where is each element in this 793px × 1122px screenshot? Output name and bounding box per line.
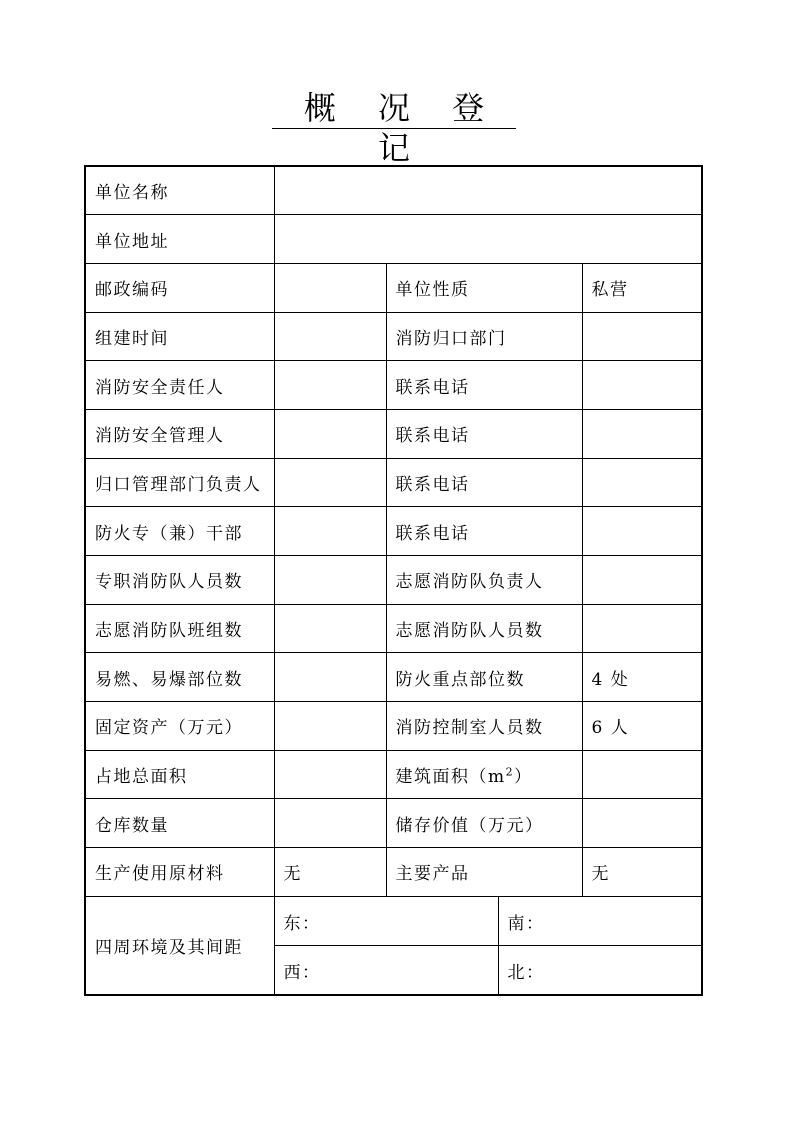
field-label: 防火专（兼）干部 [85,507,274,556]
field-value[interactable] [582,507,702,556]
field-label: 仓库数量 [85,799,274,848]
field-label: 联系电话 [386,409,582,458]
field-label: 联系电话 [386,361,582,410]
field-value[interactable] [582,750,702,799]
field-value[interactable] [274,799,386,848]
field-label: 易燃、易爆部位数 [85,653,274,702]
field-value[interactable] [582,409,702,458]
table-row [85,896,702,946]
field-value[interactable] [274,312,386,361]
table-row [85,653,702,702]
field-label: 消防安全责任人 [85,361,274,410]
field-value[interactable] [582,604,702,653]
table-row [85,215,702,264]
field-label: 志愿消防队人员数 [386,604,582,653]
table-row [85,409,702,458]
field-value[interactable] [274,750,386,799]
field-label: 消防安全管理人 [85,409,274,458]
title-underline [272,88,516,167]
field-value[interactable] [274,263,386,312]
field-value[interactable]: 6 人 [582,702,702,751]
field-label: 联系电话 [386,507,582,556]
field-label-unit-address: 单位地址 [85,215,274,264]
field-label: 专职消防队人员数 [85,556,274,605]
table-row [85,848,702,897]
field-value[interactable] [274,507,386,556]
field-west[interactable]: 西： [274,946,498,996]
field-south[interactable]: 南： [498,896,702,946]
table-row [85,361,702,410]
field-label-building-area [386,750,582,799]
field-label: 组建时间 [85,312,274,361]
field-value[interactable] [582,799,702,848]
building-area-suffix: ） [514,767,533,788]
table-row [85,750,702,799]
field-value[interactable] [274,361,386,410]
field-east[interactable]: 东： [274,896,498,946]
field-label: 单位性质 [386,263,582,312]
field-value[interactable] [582,556,702,605]
table-row [85,166,702,215]
field-label: 联系电话 [386,458,582,507]
field-value[interactable] [582,361,702,410]
field-value[interactable]: 私营 [582,263,702,312]
field-value[interactable] [274,458,386,507]
field-value[interactable] [582,458,702,507]
table-row [85,458,702,507]
field-label: 志愿消防队班组数 [85,604,274,653]
field-value[interactable]: 无 [582,848,702,897]
field-value[interactable] [274,653,386,702]
field-label: 归口管理部门负责人 [85,458,274,507]
field-value[interactable] [274,409,386,458]
field-value-unit-address[interactable] [274,215,702,264]
field-label-surroundings: 四周环境及其间距 [85,896,274,995]
field-label: 固定资产（万元） [85,702,274,751]
field-value[interactable] [274,702,386,751]
table-row [85,507,702,556]
field-label: 生产使用原材料 [85,848,274,897]
field-label: 主要产品 [386,848,582,897]
building-area-text: 建筑面积（m [395,767,506,788]
table-row [85,263,702,312]
page-title: 概 况 登 记 [303,89,501,167]
field-label: 消防控制室人员数 [386,702,582,751]
table-row [85,556,702,605]
field-label: 占地总面积 [85,750,274,799]
field-value[interactable] [274,556,386,605]
field-label: 消防归口部门 [386,312,582,361]
field-value[interactable] [274,604,386,653]
table-row [85,604,702,653]
field-label-unit-name: 单位名称 [85,166,274,215]
field-label: 防火重点部位数 [386,653,582,702]
field-value-unit-name[interactable] [274,166,702,215]
field-label: 志愿消防队负责人 [386,556,582,605]
table-row [85,799,702,848]
table-row [85,702,702,751]
field-value[interactable]: 无 [274,848,386,897]
field-label: 邮政编码 [85,263,274,312]
field-value[interactable]: 4 处 [582,653,702,702]
superscript: 2 [505,765,515,779]
field-label: 储存价值（万元） [386,799,582,848]
registration-form-table [84,165,703,996]
field-value[interactable] [582,312,702,361]
table-row [85,312,702,361]
field-north[interactable]: 北： [498,946,702,996]
